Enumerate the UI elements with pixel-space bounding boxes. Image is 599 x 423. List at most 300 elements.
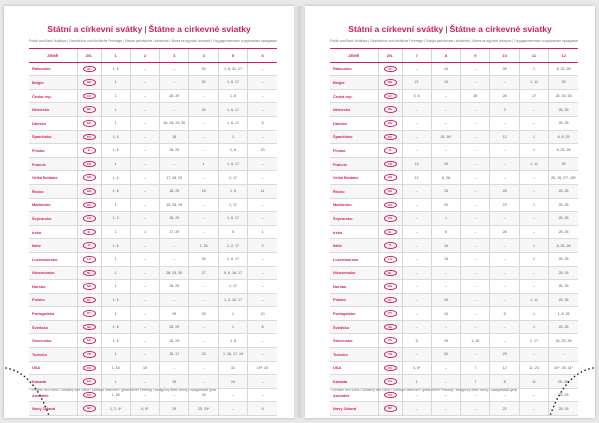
holiday-dates-cell: 25, 26: [549, 320, 578, 334]
holiday-dates-cell: 10: [248, 307, 277, 321]
holiday-dates-cell: 1, 6: [101, 320, 130, 334]
holiday-dates-cell: 29: [160, 307, 189, 321]
holiday-dates-cell: –: [130, 103, 159, 117]
holiday-dates-cell: –: [130, 388, 159, 402]
holiday-dates-cell: –: [130, 89, 159, 103]
country-name: Nový Zéland: [330, 402, 378, 416]
table-row: [29, 334, 277, 348]
holiday-dates-cell: –: [519, 116, 548, 130]
country-code-badge: DE: [83, 106, 96, 113]
holiday-dates-cell: –: [189, 212, 218, 226]
holiday-dates-cell: –: [248, 348, 277, 362]
holiday-dates-cell: 25, 26: [549, 293, 578, 307]
holiday-dates-cell: 1, 6: [101, 293, 130, 307]
holiday-dates-cell: 23: [490, 198, 519, 212]
holiday-dates-cell: 1, 5: [218, 184, 247, 198]
country-code-badge: NZ: [384, 405, 397, 412]
holiday-dates-cell: –: [402, 116, 431, 130]
country-name: Austrálie: [29, 388, 77, 402]
country-code-cell: [378, 280, 402, 294]
holiday-dates-cell: 31: [218, 361, 247, 375]
header-month: 12: [549, 49, 578, 63]
country-code-cell: [77, 266, 101, 280]
country-code-badge: BE: [384, 79, 397, 86]
holiday-dates-cell: 21: [402, 76, 431, 90]
holiday-dates-cell: 1, 17: [519, 334, 548, 348]
country-code-badge: AU: [83, 392, 96, 399]
header-month: 1: [101, 49, 130, 63]
holiday-dates-cell: –: [248, 293, 277, 307]
country-code-badge: NL: [83, 270, 96, 277]
holiday-dates-cell: 1, 2: [101, 212, 130, 226]
country-name: Lucembursko: [29, 252, 77, 266]
holiday-dates-cell: –: [402, 320, 431, 334]
table-row: [330, 320, 578, 334]
header-month: 10: [490, 49, 519, 63]
table-row: [29, 76, 277, 90]
holiday-dates-cell: 1, 6, 17: [218, 76, 247, 90]
holiday-dates-cell: –: [519, 212, 548, 226]
holiday-dates-cell: 1: [101, 266, 130, 280]
header-month: 7: [402, 49, 431, 63]
table-row: [330, 252, 578, 266]
holiday-dates-cell: 26: [490, 62, 519, 76]
holiday-dates-cell: –: [431, 320, 460, 334]
country-code-cell: [77, 361, 101, 375]
table-row: [29, 171, 277, 185]
left-page: [4, 6, 294, 418]
holiday-dates-cell: 30: [189, 76, 218, 90]
country-code-badge: GB: [384, 174, 397, 181]
holiday-dates-cell: –: [461, 307, 490, 321]
holiday-dates-cell: 15: [431, 62, 460, 76]
holiday-dates-cell: –: [160, 157, 189, 171]
country-name: Nový Zéland: [29, 402, 77, 416]
holiday-dates-cell: 1, 8: [218, 334, 247, 348]
country-code-cell: [77, 198, 101, 212]
country-name: Itálie: [29, 239, 77, 253]
perforation-dots-left: [4, 358, 74, 418]
holiday-dates-cell: 25, 26: [549, 402, 578, 416]
country-code-cell: [378, 225, 402, 239]
table-header-row: [330, 49, 578, 63]
table-row: [330, 266, 578, 280]
holiday-dates-cell: –: [189, 293, 218, 307]
country-name: Slovensko: [330, 334, 378, 348]
country-name: Polsko: [330, 293, 378, 307]
country-name: Švédsko: [29, 320, 77, 334]
country-name: Česká rep.: [29, 89, 77, 103]
holiday-dates-cell: –: [189, 375, 218, 389]
holiday-dates-cell: 1, 6, 17: [218, 212, 247, 226]
holiday-dates-cell: 5: [490, 307, 519, 321]
holiday-dates-cell: 15, 16*: [431, 130, 460, 144]
header-month: 5: [218, 49, 247, 63]
holiday-dates-cell: –: [431, 116, 460, 130]
holiday-dates-cell: –: [248, 130, 277, 144]
holiday-dates-cell: 1, 11: [519, 293, 548, 307]
holiday-dates-cell: –: [130, 157, 159, 171]
country-name: USA: [29, 361, 77, 375]
holiday-dates-cell: 25, 26*: [549, 375, 578, 389]
holiday-dates-cell: –: [402, 130, 431, 144]
holiday-dates-cell: 1: [101, 116, 130, 130]
country-code-badge: CH: [384, 215, 397, 222]
holiday-dates-cell: 29: [160, 402, 189, 416]
country-name: Portugalsko: [330, 307, 378, 321]
country-code-badge: GR: [83, 188, 96, 195]
holiday-dates-cell: –: [431, 266, 460, 280]
holiday-dates-cell: –: [461, 266, 490, 280]
holiday-dates-cell: 1: [101, 375, 130, 389]
country-code-cell: [77, 334, 101, 348]
holiday-dates-cell: –: [402, 348, 431, 362]
holiday-dates-cell: 15: [130, 361, 159, 375]
country-code-cell: [378, 334, 402, 348]
country-code-badge: FR: [384, 161, 397, 168]
header-country: ZEMĚ: [330, 49, 378, 63]
holiday-dates-cell: 1, 11: [519, 157, 548, 171]
country-name: Kanada: [29, 375, 77, 389]
holiday-dates-cell: 1: [130, 225, 159, 239]
holiday-dates-cell: 15: [431, 157, 460, 171]
country-code-badge: IT: [384, 242, 397, 249]
holiday-dates-cell: –: [461, 198, 490, 212]
holiday-dates-cell: 1: [519, 198, 548, 212]
holiday-dates-cell: 17, 28, 29: [160, 171, 189, 185]
holiday-dates-cell: 28: [490, 89, 519, 103]
country-name: Lucembursko: [330, 252, 378, 266]
holiday-dates-cell: 1, 2, 17: [218, 239, 247, 253]
page-footnote: * odhadní den volna / odhadný deň voľna / holidays observed / gesetzlicher Feiertag / zastępczy dzień wolny / ожидаемый день: [29, 388, 217, 392]
holiday-dates-cell: 1, 8: [218, 89, 247, 103]
holiday-dates-cell: –: [160, 239, 189, 253]
page-title: [4, 24, 294, 34]
country-code-badge: HU: [83, 202, 96, 209]
holiday-dates-cell: –: [130, 266, 159, 280]
holiday-dates-cell: –: [431, 375, 460, 389]
holiday-dates-cell: –: [402, 402, 431, 416]
holiday-dates-cell: 28: [461, 89, 490, 103]
country-code-cell: [77, 157, 101, 171]
holiday-dates-cell: 1, 25: [189, 239, 218, 253]
holiday-dates-cell: –: [461, 171, 490, 185]
country-code-badge: CZ: [83, 93, 96, 100]
table-row: [330, 307, 578, 321]
holiday-dates-cell: –: [490, 76, 519, 90]
country-code-badge: SK: [384, 337, 397, 344]
table-row: [29, 280, 277, 294]
table-row: [330, 116, 578, 130]
holiday-dates-cell: –: [248, 157, 277, 171]
country-name: Portugalsko: [29, 307, 77, 321]
holiday-dates-cell: –: [490, 116, 519, 130]
holiday-dates-cell: –: [490, 266, 519, 280]
title-czech: Státní a církevní svátky: [47, 24, 143, 34]
country-code-cell: [378, 307, 402, 321]
holiday-dates-cell: –: [461, 116, 490, 130]
holiday-dates-cell: 8, 25, 26: [549, 62, 578, 76]
country-code-cell: [77, 89, 101, 103]
country-name: Francie: [29, 157, 77, 171]
table-row: [29, 198, 277, 212]
country-code-badge: GR: [384, 188, 397, 195]
header-code: ZN.: [77, 49, 101, 63]
book-spine: [294, 6, 305, 418]
holiday-dates-cell: 25, 26: [549, 252, 578, 266]
holiday-dates-cell: –: [490, 171, 519, 185]
title-separator: |: [144, 24, 147, 34]
holiday-dates-cell: –: [519, 402, 548, 416]
table-row: [330, 239, 578, 253]
holiday-dates-cell: 1: [431, 212, 460, 226]
holiday-dates-cell: –: [519, 184, 548, 198]
holiday-dates-cell: 1: [101, 198, 130, 212]
holiday-dates-cell: –: [160, 361, 189, 375]
holiday-dates-cell: –: [519, 171, 548, 185]
holiday-dates-cell: 1: [101, 157, 130, 171]
holiday-dates-cell: –: [461, 184, 490, 198]
holiday-dates-cell: –: [130, 252, 159, 266]
country-code-cell: [77, 62, 101, 76]
holiday-dates-cell: 22: [490, 402, 519, 416]
table-row: [330, 130, 578, 144]
holiday-dates-cell: 20: [431, 198, 460, 212]
holiday-dates-cell: 26, 28, 29, 30: [160, 116, 189, 130]
country-code-cell: [378, 184, 402, 198]
holiday-dates-cell: 1, 6: [101, 144, 130, 158]
holiday-dates-cell: 15: [431, 307, 460, 321]
country-name: Itálie: [330, 239, 378, 253]
holiday-dates-cell: 5, 6: [402, 89, 431, 103]
country-code-cell: [77, 130, 101, 144]
holiday-dates-cell: –: [189, 89, 218, 103]
holiday-dates-cell: 15, 17: [160, 348, 189, 362]
holiday-dates-cell: 12: [402, 171, 431, 185]
country-name: Finsko: [29, 144, 77, 158]
holiday-dates-cell: 1: [248, 225, 277, 239]
header-month: 4: [189, 49, 218, 63]
country-name: Kanada: [330, 375, 378, 389]
holiday-dates-cell: –: [431, 402, 460, 416]
holiday-dates-cell: 1: [218, 130, 247, 144]
holiday-dates-cell: 1: [101, 348, 130, 362]
country-code-cell: [77, 320, 101, 334]
holiday-dates-cell: –: [402, 62, 431, 76]
holiday-dates-cell: 1: [101, 225, 130, 239]
country-name: Francie: [330, 157, 378, 171]
country-code-cell: [77, 307, 101, 321]
header-month: 11: [519, 49, 548, 63]
holiday-dates-cell: –: [189, 334, 218, 348]
country-name: Irsko: [29, 225, 77, 239]
holiday-dates-cell: –: [490, 320, 519, 334]
holiday-dates-cell: –: [218, 388, 247, 402]
holiday-dates-cell: 8: [490, 375, 519, 389]
country-code-badge: DK: [83, 120, 96, 127]
holiday-dates-cell: –: [402, 198, 431, 212]
holiday-dates-cell: 4, 5*: [402, 361, 431, 375]
holiday-dates-cell: –: [461, 76, 490, 90]
holiday-dates-cell: 1, 6, 17: [218, 116, 247, 130]
header-month: 3: [160, 49, 189, 63]
holiday-dates-cell: –: [248, 334, 277, 348]
holiday-dates-cell: 1: [519, 62, 548, 76]
holiday-dates-cell: 14: [402, 157, 431, 171]
holiday-dates-cell: –: [248, 212, 277, 226]
country-code-badge: ES: [384, 134, 397, 141]
country-name: Španělsko: [29, 130, 77, 144]
country-code-cell: [378, 402, 402, 416]
holiday-dates-cell: –: [461, 144, 490, 158]
holiday-dates-cell: 15: [431, 184, 460, 198]
holiday-dates-cell: –: [189, 361, 218, 375]
table-header-row: [29, 49, 277, 63]
holiday-dates-cell: –: [431, 144, 460, 158]
holiday-dates-cell: –: [461, 239, 490, 253]
holiday-dates-cell: –: [130, 375, 159, 389]
country-code-cell: [378, 171, 402, 185]
title-slovak: Štátne a cirkevné sviatky: [148, 24, 251, 34]
country-name: Belgie: [29, 76, 77, 90]
country-code-cell: [77, 293, 101, 307]
country-name: Švýcarsko: [330, 212, 378, 226]
holiday-dates-cell: –: [461, 280, 490, 294]
holiday-dates-cell: 24*, 25, 31*: [549, 361, 578, 375]
holiday-dates-cell: 29: [160, 375, 189, 389]
holiday-dates-cell: –: [130, 280, 159, 294]
table-row: [29, 130, 277, 144]
holiday-dates-cell: –: [189, 320, 218, 334]
table-row: [330, 89, 578, 103]
table-row: [29, 239, 277, 253]
holiday-dates-cell: 2: [248, 239, 277, 253]
holiday-dates-cell: 1: [101, 307, 130, 321]
holiday-dates-cell: 28, 29: [160, 334, 189, 348]
holiday-dates-cell: 1, 6: [101, 62, 130, 76]
holiday-dates-cell: –: [402, 307, 431, 321]
country-code-badge: BE: [83, 79, 96, 86]
country-code-badge: PT: [83, 310, 96, 317]
holiday-dates-cell: –: [490, 252, 519, 266]
holiday-dates-cell: 28, 29: [160, 144, 189, 158]
country-name: Norsko: [29, 280, 77, 294]
country-code-badge: FI: [83, 147, 96, 154]
holiday-dates-cell: –: [248, 62, 277, 76]
country-name: Dánsko: [330, 116, 378, 130]
holiday-dates-cell: –: [130, 334, 159, 348]
holiday-dates-cell: –: [431, 361, 460, 375]
holiday-dates-cell: 5: [218, 225, 247, 239]
page-title: [305, 24, 595, 34]
holiday-dates-cell: 25: [189, 307, 218, 321]
page-footnote: * odhadní den volna / odhadný deň voľna / holidays observed / gesetzlicher Feiertag / zastępczy dzień wolny / ожидаемый день: [330, 388, 518, 392]
holiday-dates-cell: –: [248, 103, 277, 117]
holiday-dates-cell: –: [130, 184, 159, 198]
holiday-dates-cell: –: [248, 252, 277, 266]
country-name: Norsko: [330, 280, 378, 294]
holiday-dates-cell: –: [130, 320, 159, 334]
holiday-dates-cell: –: [431, 388, 460, 402]
holiday-dates-cell: –: [519, 280, 548, 294]
country-name: Polsko: [29, 293, 77, 307]
header-month: 2: [130, 49, 159, 63]
country-code-badge: FI: [384, 147, 397, 154]
holiday-dates-cell: 30: [189, 62, 218, 76]
table-row: [29, 293, 277, 307]
holiday-dates-cell: –: [248, 89, 277, 103]
country-name: Rakousko: [330, 62, 378, 76]
holiday-dates-cell: –: [248, 388, 277, 402]
holiday-dates-cell: 6, 28: [431, 171, 460, 185]
holiday-dates-cell: –: [130, 307, 159, 321]
country-code-badge: DE: [384, 106, 397, 113]
table-row: [330, 225, 578, 239]
table-row: [29, 116, 277, 130]
holiday-dates-cell: 18: [160, 130, 189, 144]
holiday-dates-cell: –: [130, 348, 159, 362]
holiday-dates-cell: 1: [101, 76, 130, 90]
country-code-badge: NO: [83, 283, 96, 290]
holiday-dates-cell: –: [519, 348, 548, 362]
holiday-dates-cell: 6, 25, 26: [549, 144, 578, 158]
country-code-badge: NZ: [83, 405, 96, 412]
holiday-dates-cell: 1, 8, 17: [218, 157, 247, 171]
holiday-dates-cell: 25: [189, 388, 218, 402]
country-name: Rakousko: [29, 62, 77, 76]
holiday-dates-cell: –: [189, 198, 218, 212]
holiday-dates-cell: 2, 17: [218, 171, 247, 185]
country-code-badge: FR: [83, 161, 96, 168]
holiday-dates-cell: 7: [461, 375, 490, 389]
holiday-dates-cell: 1, 18: [101, 361, 130, 375]
holiday-dates-cell: –: [189, 280, 218, 294]
country-code-badge: LU: [384, 256, 397, 263]
header-code: ZN.: [378, 49, 402, 63]
table-row: [330, 157, 578, 171]
holiday-dates-cell: 11: [519, 375, 548, 389]
holiday-dates-cell: 29: [431, 334, 460, 348]
country-code-badge: PL: [384, 297, 397, 304]
country-code-cell: [378, 320, 402, 334]
table-row: [330, 103, 578, 117]
holiday-dates-cell: 25, 26: [549, 184, 578, 198]
header-month: 6: [248, 49, 277, 63]
country-code-cell: [77, 103, 101, 117]
country-code-cell: [77, 116, 101, 130]
holiday-dates-cell: 30: [189, 103, 218, 117]
right-page: [305, 6, 595, 418]
holiday-dates-cell: 28, 29: [160, 89, 189, 103]
holiday-dates-cell: –: [461, 252, 490, 266]
holiday-dates-cell: –: [189, 171, 218, 185]
holiday-dates-cell: 23: [189, 348, 218, 362]
country-code-cell: [77, 184, 101, 198]
holiday-dates-cell: –: [189, 144, 218, 158]
country-code-cell: [378, 157, 402, 171]
holiday-dates-cell: 1, 16, 17, 19: [218, 348, 247, 362]
holiday-dates-cell: –: [160, 293, 189, 307]
holiday-dates-cell: 1, 3, 16, 17: [218, 293, 247, 307]
country-name: Nizozemsko: [330, 266, 378, 280]
country-name: Slovensko: [29, 334, 77, 348]
holiday-dates-cell: –: [248, 171, 277, 185]
holiday-dates-cell: 29: [490, 348, 519, 362]
holiday-dates-cell: –: [248, 280, 277, 294]
holiday-dates-cell: 27: [189, 266, 218, 280]
country-code-badge: SE: [384, 324, 397, 331]
holiday-dates-cell: 12: [490, 361, 519, 375]
